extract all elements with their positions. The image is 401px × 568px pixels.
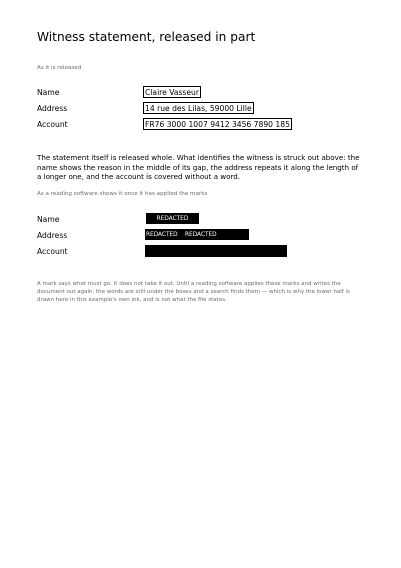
released-account-value: FR76 3000 1007 9412 3456 7890 185 bbox=[145, 120, 290, 129]
address-redaction-box bbox=[145, 229, 249, 240]
name-redaction-text: REDACTED bbox=[156, 216, 189, 222]
released-name-value: Claire Vasseur bbox=[145, 88, 199, 97]
applied-address-label: Address bbox=[37, 231, 68, 240]
released-caption: As it is released bbox=[37, 65, 82, 71]
released-name-label: Name bbox=[37, 88, 60, 97]
released-address-label: Address bbox=[37, 104, 68, 113]
address-redaction-text-2: REDACTED bbox=[185, 232, 217, 238]
page-title: Witness statement, released in part bbox=[37, 30, 256, 44]
account-redaction-box bbox=[145, 245, 287, 257]
applied-account-label: Account bbox=[37, 247, 68, 256]
address-redaction-text-1: REDACTED bbox=[146, 232, 178, 238]
explanation-paragraph: The statement itself is released whole. What identifies the witness is struck out above: the name shows the reason in the middle of its gap, the address repeats it along the length of a longer one, and the account is covered without a word. bbox=[37, 153, 360, 181]
released-account-label: Account bbox=[37, 120, 68, 129]
name-redaction-box bbox=[146, 213, 199, 224]
footnote: A mark says what must go. It does not take it out. Until a reading software applies these marks and writes the document out again, the words are still under the boxes and a search finds them — which is why the lower half is drawn here in this example's own ink, and is not what the file states. bbox=[37, 281, 350, 303]
applied-caption: As a reading software shows it once it has applied the marks bbox=[37, 191, 208, 197]
released-address-value: 14 rue des Lilas, 59000 Lille bbox=[145, 104, 252, 113]
applied-name-label: Name bbox=[37, 215, 60, 224]
